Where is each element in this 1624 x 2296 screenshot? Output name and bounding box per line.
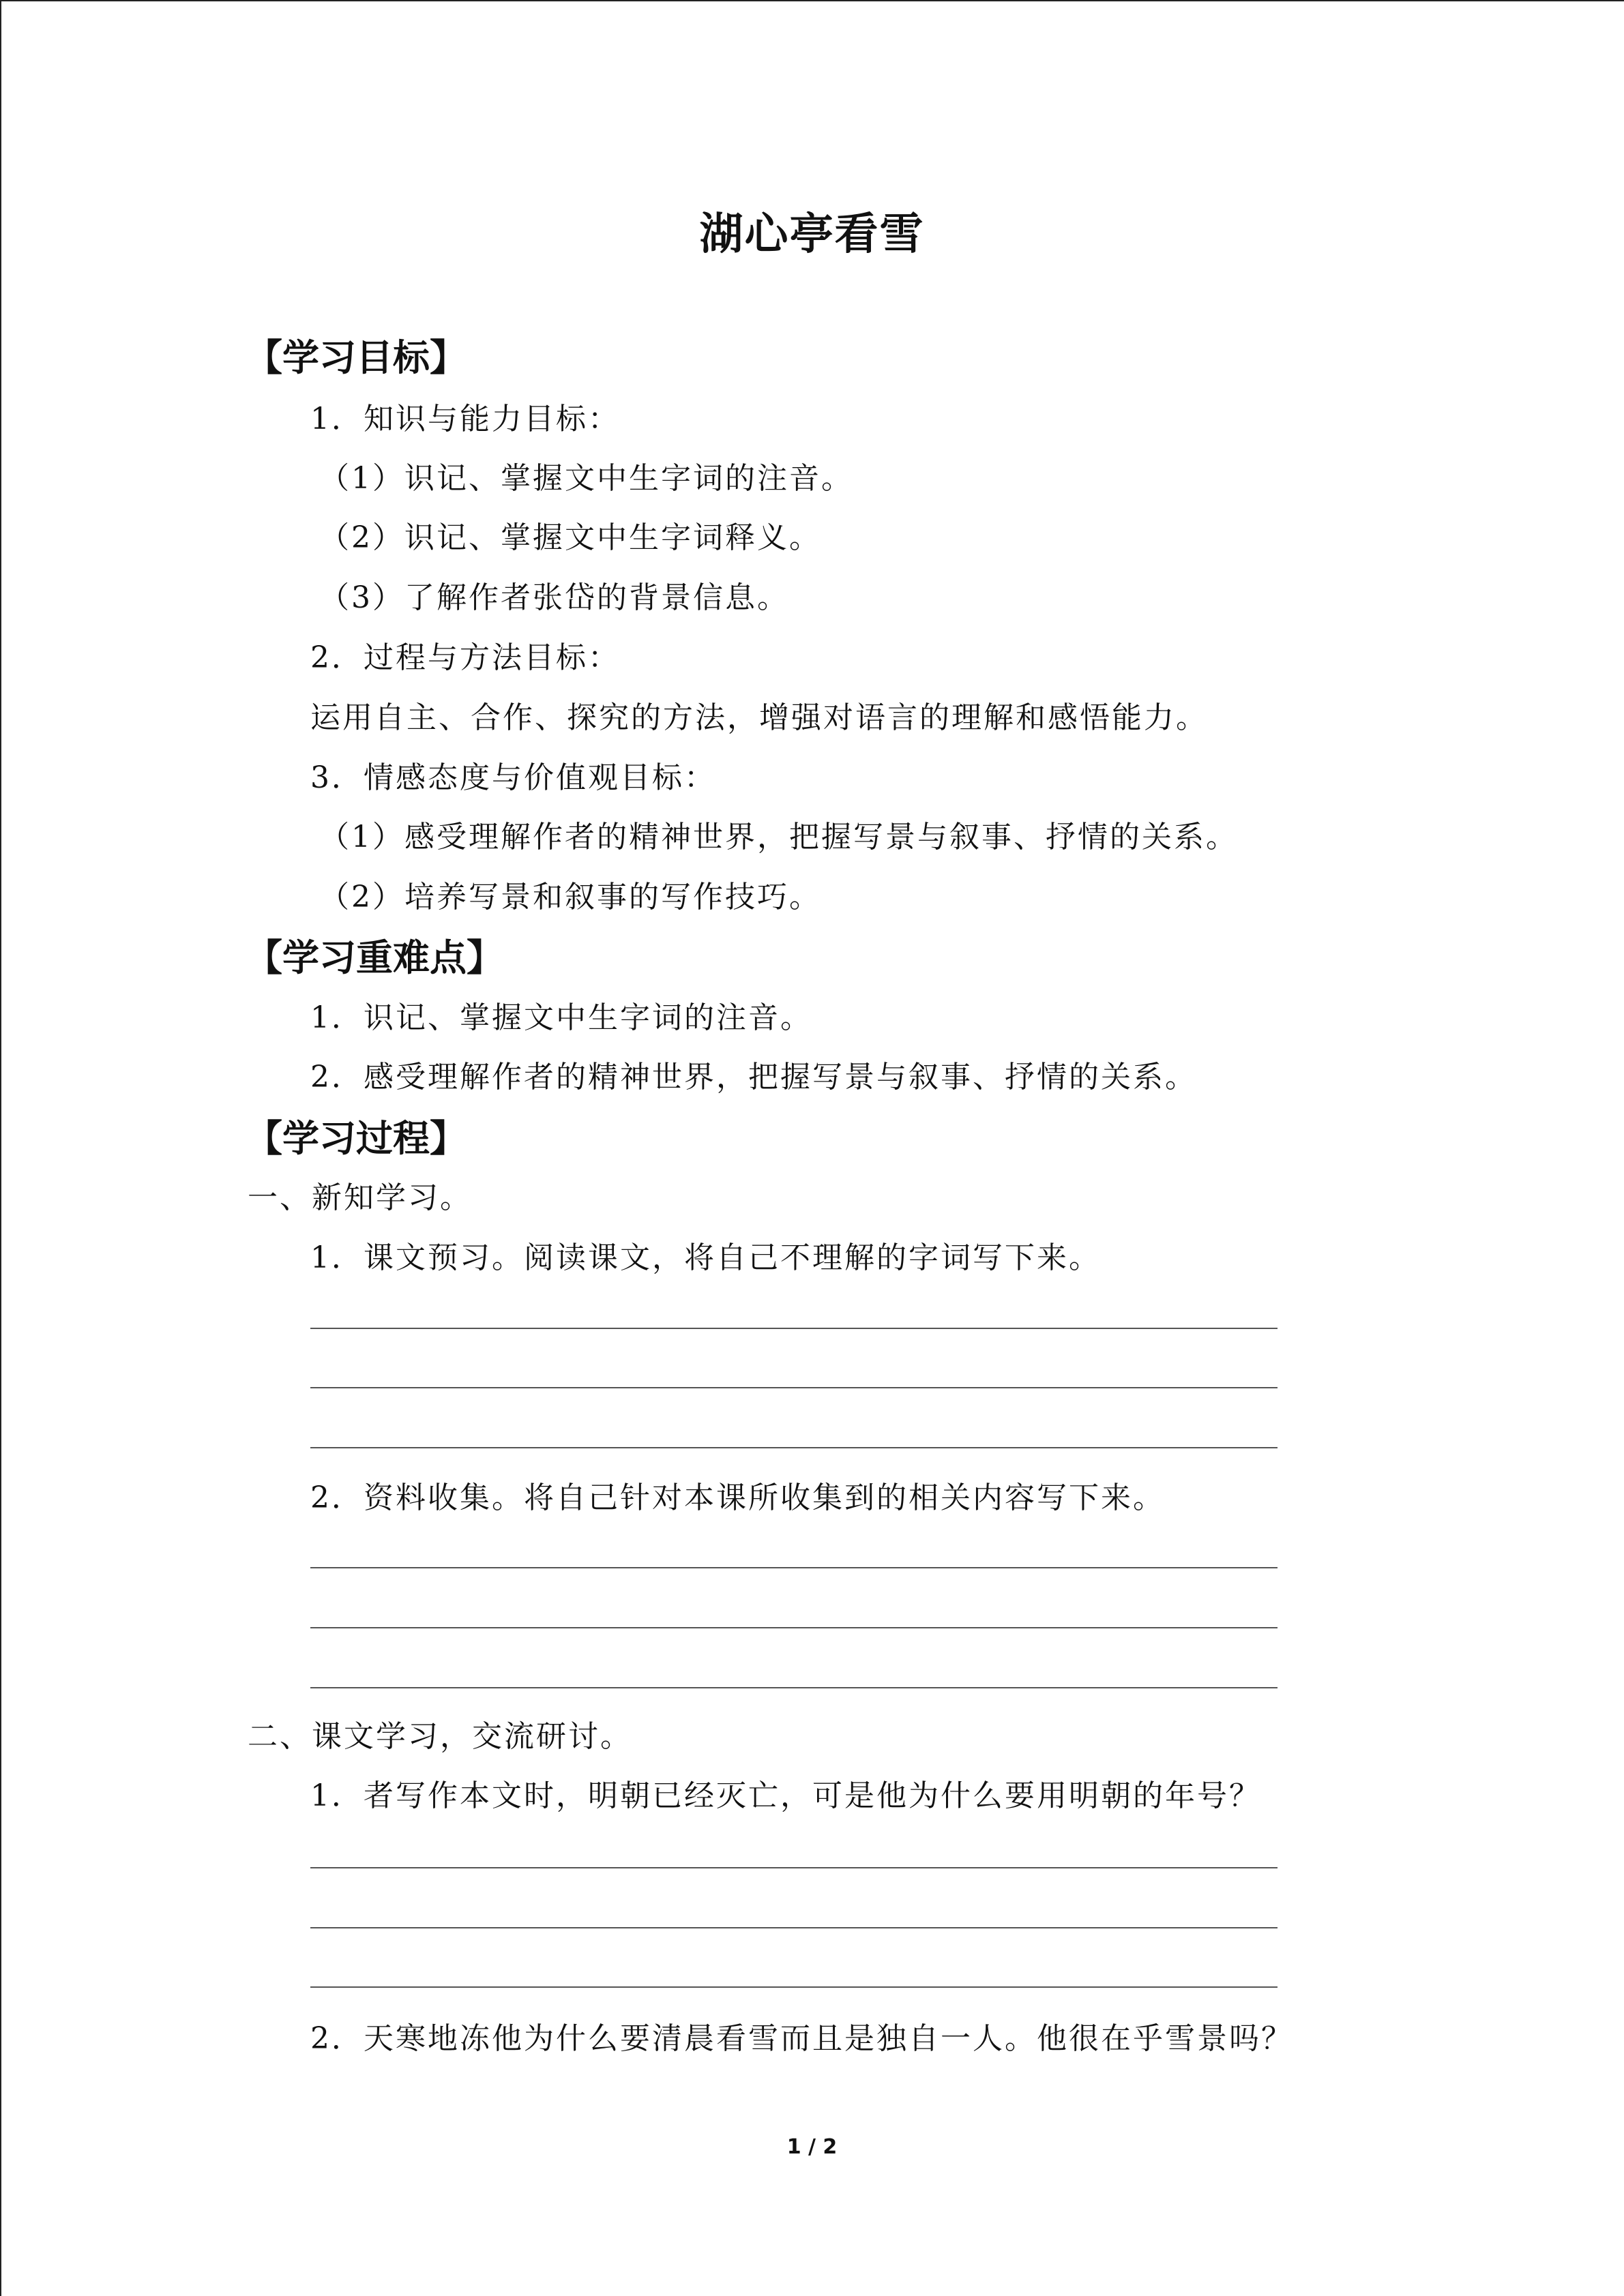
section-heading-key-points: 【学习重难点】 bbox=[246, 936, 503, 979]
goal-item: （3）了解作者张岱的背景信息。 bbox=[319, 580, 789, 615]
section-heading-process: 【学习过程】 bbox=[246, 1117, 467, 1160]
key-point-item: 2．感受理解作者的精神世界，把握写景与叙事、抒情的关系。 bbox=[310, 1060, 1197, 1094]
answer-line[interactable] bbox=[310, 1328, 1278, 1329]
document-title: 湖心亭看雪 bbox=[699, 209, 925, 260]
answer-line[interactable] bbox=[310, 1867, 1278, 1868]
page-number: 1 / 2 bbox=[786, 2135, 838, 2159]
part2-question-1: 1．者写作本文时，明朝已经灭亡，可是他为什么要用明朝的年号？ bbox=[310, 1778, 1261, 1813]
goal-item: 1．知识与能力目标： bbox=[310, 402, 620, 436]
section-heading-goals: 【学习目标】 bbox=[246, 336, 467, 379]
goal-item: （1）识记、掌握文中生字词的注音。 bbox=[319, 461, 853, 496]
goal-item: 运用自主、合作、探究的方法，增强对语言的理解和感悟能力。 bbox=[310, 700, 1208, 735]
part2-title: 二、课文学习，交流研讨。 bbox=[248, 1719, 632, 1754]
answer-line[interactable] bbox=[310, 1927, 1278, 1928]
answer-line[interactable] bbox=[310, 1447, 1278, 1448]
key-point-item: 1．识记、掌握文中生字词的注音。 bbox=[310, 1000, 812, 1035]
answer-line[interactable] bbox=[310, 1986, 1278, 1988]
part1-title: 一、新知学习。 bbox=[248, 1180, 472, 1215]
part2-question-2: 2．天寒地冻他为什么要清晨看雪而且是独自一人。他很在乎雪景吗？ bbox=[310, 2021, 1293, 2056]
goal-item: （1）感受理解作者的精神世界，把握写景与叙事、抒情的关系。 bbox=[319, 820, 1238, 854]
answer-line[interactable] bbox=[310, 1567, 1278, 1568]
answer-line[interactable] bbox=[310, 1387, 1278, 1388]
answer-line[interactable] bbox=[310, 1627, 1278, 1628]
goal-item: 3．情感态度与价值观目标： bbox=[310, 760, 716, 795]
part1-question-1: 1．课文预习。阅读课文，将自己不理解的字词写下来。 bbox=[310, 1240, 1101, 1275]
goal-item: （2）培养写景和叙事的写作技巧。 bbox=[319, 880, 821, 914]
part1-question-2: 2．资料收集。将自己针对本课所收集到的相关内容写下来。 bbox=[310, 1480, 1165, 1515]
goal-item: 2．过程与方法目标： bbox=[310, 640, 620, 675]
goal-item: （2）识记、掌握文中生字词释义。 bbox=[319, 520, 821, 555]
answer-line[interactable] bbox=[310, 1687, 1278, 1688]
